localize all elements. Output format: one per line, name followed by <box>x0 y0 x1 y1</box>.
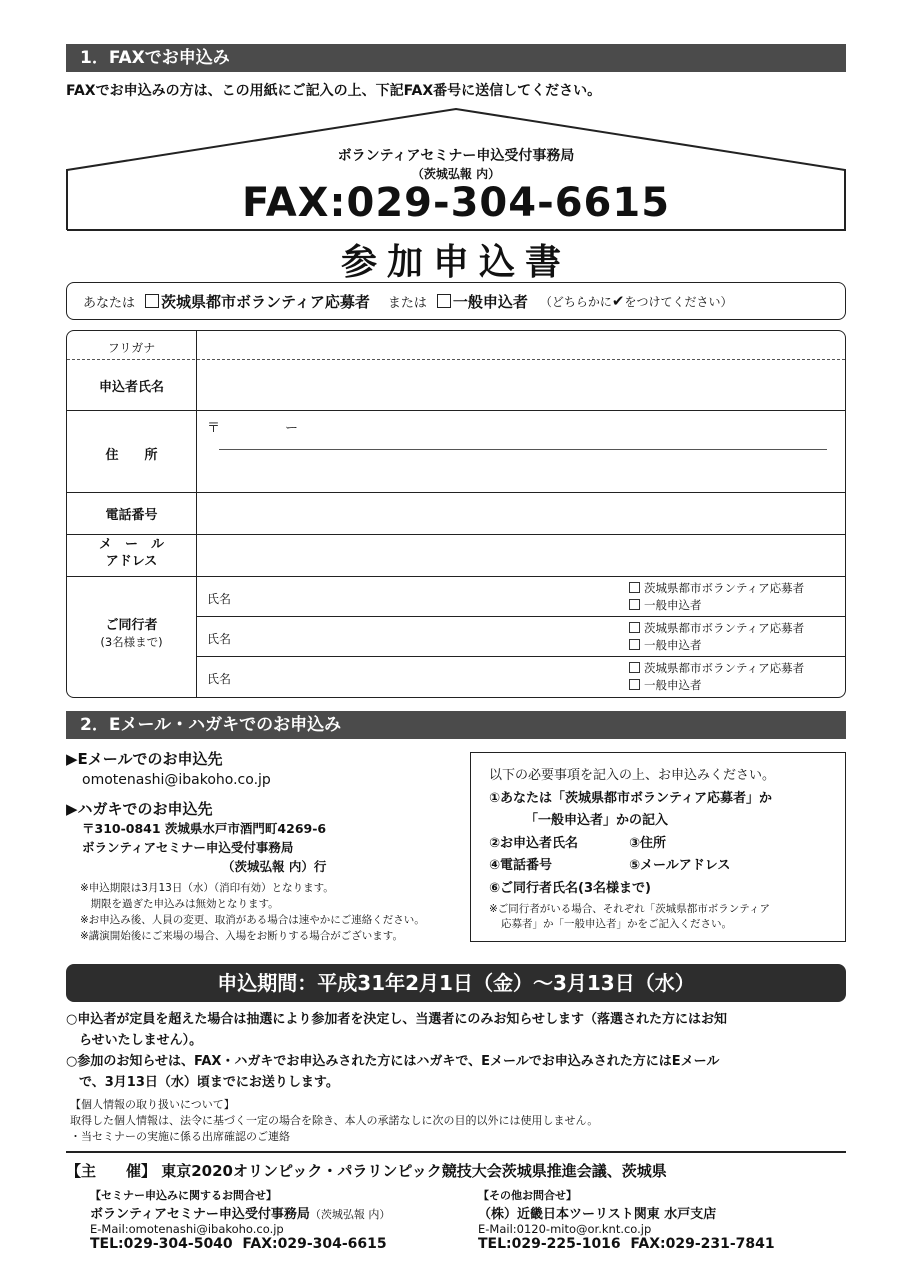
footer-divider <box>66 1151 846 1153</box>
name-field[interactable] <box>197 360 846 410</box>
address-line <box>219 449 827 450</box>
companion3-checkbox-general[interactable] <box>629 679 640 690</box>
office-sub: （茨城弘報 内） <box>411 167 501 181</box>
privacy-line1: 取得した個人情報は、法令に基づく一定の場合を除き、本人の承諾なしに次の目的以外には使用しません。 <box>70 1114 599 1127</box>
email-label <box>67 536 196 570</box>
email-head: ▶Eメールでのお申込先 <box>66 750 223 768</box>
address-label: 住 所 <box>105 448 158 463</box>
companion1-checkbox-general[interactable] <box>629 599 640 610</box>
section1-heading: 1．FAXでお申込み <box>66 44 846 72</box>
companion-opt2: 一般申込者 <box>644 598 702 612</box>
notice-line: らせいたしません）。 <box>66 1033 203 1048</box>
email-field[interactable] <box>197 535 846 576</box>
name-label: 申込者氏名 <box>98 380 164 395</box>
companion2-checkbox-general[interactable] <box>629 639 640 650</box>
note-line: 期限を過ぎた申込みは無効となります。 <box>80 898 279 910</box>
check-mark-icon: ✔ <box>611 292 625 310</box>
form-title: 参加申込書 <box>340 242 571 283</box>
choice-prefix: あなたは <box>83 295 136 311</box>
right-tel: TEL:029-225-1016 FAX:029-231-7841 <box>478 1236 775 1252</box>
post-head: ▶ハガキでのお申込先 <box>66 800 213 818</box>
box-item4: ④電話番号 <box>489 858 553 873</box>
left-head: 【セミナー申込みに関するお問合せ】 <box>90 1189 277 1202</box>
left-org-sub: （茨城弘報 内） <box>309 1208 391 1221</box>
post-office: ボランティアセミナー申込受付事務局 <box>82 840 294 855</box>
office-name: ボランティアセミナー申込受付事務局 <box>337 148 575 164</box>
footer-contact-right <box>478 1187 846 1252</box>
section2-heading: 2．Eメール・ハガキでのお申込み <box>66 711 846 739</box>
application-form <box>66 330 846 698</box>
post-office-sub: （茨城弘報 内）行 <box>222 859 327 874</box>
section2-left <box>66 748 466 944</box>
companion-name-label: 氏名 <box>207 672 232 686</box>
companion-opt1: 茨城県都市ボランティア応募者 <box>644 661 805 675</box>
left-mail[interactable]: E-Mail:omotenashi@ibakoho.co.jp <box>90 1222 284 1236</box>
companion3-checkbox-volunteer[interactable] <box>629 662 640 673</box>
phone-field[interactable] <box>197 493 846 534</box>
choice-option2: 一般申込者 <box>452 292 528 311</box>
box-item6: ⑥ご同行者氏名(3名様まで) <box>489 880 651 896</box>
email-label-line2: アドレス <box>105 554 158 569</box>
companion-name-label: 氏名 <box>207 632 232 646</box>
privacy-head: 【個人情報の取り扱いについて】 <box>70 1098 235 1111</box>
furigana-label: フリガナ <box>107 341 156 355</box>
applicant-type-choice <box>66 282 846 320</box>
application-period: 申込期間：平成31年2月1日（金）～3月13日（水） <box>66 964 846 1002</box>
companion-row[interactable] <box>197 577 846 618</box>
right-head: 【その他お問合せ】 <box>478 1189 577 1202</box>
notice-line: ○参加のお知らせは、FAX・ハガキでお申込みされた方にはハガキで、Eメールでお申込みされた方にはEメール <box>66 1054 720 1069</box>
companion-row[interactable] <box>197 617 846 658</box>
box-intro: 以下の必要事項を記入の上、お申込みください。 <box>489 768 776 783</box>
left-org: ボランティアセミナー申込受付事務局 <box>90 1207 310 1222</box>
sponsor-name: 東京2020オリンピック・パラリンピック競技大会茨城県推進会議、茨城県 <box>161 1162 667 1180</box>
note-line: ※申込期限は3月13日（水）（消印有効）となります。 <box>80 882 334 894</box>
section1-lead: FAXでお申込みの方は、この用紙にご記入の上、下記FAX番号に送信してください。 <box>66 83 602 99</box>
right-org: （株）近畿日本ツーリスト関東 水戸支店 <box>478 1207 717 1222</box>
companion-title: ご同行者 <box>105 618 158 633</box>
box-item3: ③住所 <box>629 835 667 851</box>
privacy-line2: ・当セミナーの実施に係る出席確認のご連絡 <box>70 1130 290 1143</box>
companion-opt2: 一般申込者 <box>644 678 702 692</box>
checkbox-general[interactable] <box>437 294 451 308</box>
choice-hint-post: をつけてください） <box>624 294 733 309</box>
checkbox-volunteer[interactable] <box>145 294 159 308</box>
required-info-box <box>470 752 846 942</box>
fax-number: FAX:029-304-6615 <box>241 180 671 226</box>
box-note2: 応募者」か「一般申込者」かをご記入ください。 <box>501 918 732 930</box>
sponsor-label: 【主 催】 <box>66 1162 157 1180</box>
box-item5: ⑤メールアドレス <box>629 858 731 873</box>
choice-or: または <box>387 295 427 311</box>
email-address[interactable]: omotenashi@ibakoho.co.jp <box>82 772 271 788</box>
right-mail[interactable]: E-Mail:0120-mito@or.knt.co.jp <box>478 1222 652 1236</box>
postal-mark: 〒 ー <box>207 421 299 436</box>
footer-contact-left <box>90 1187 470 1252</box>
choice-option1: 茨城県都市ボランティア応募者 <box>161 292 370 311</box>
left-tel: TEL:029-304-5040 FAX:029-304-6615 <box>90 1236 387 1252</box>
furigana-field[interactable] <box>197 331 846 359</box>
companion-opt1: 茨城県都市ボランティア応募者 <box>644 581 805 595</box>
address-field[interactable] <box>197 411 846 491</box>
choice-hint-pre: （どちらかに <box>539 294 612 309</box>
post-address: 〒310-0841 茨城県水戸市酒門町4269-6 <box>82 821 327 836</box>
companion-note: (3名様まで) <box>100 635 163 649</box>
box-note1: ※ご同行者がいる場合、それぞれ「茨城県都市ボランティア <box>489 903 770 915</box>
companion-label <box>67 617 196 651</box>
notices <box>66 1009 856 1093</box>
notice-line: で、3月13日（水）頃までにお送りします。 <box>66 1075 339 1090</box>
note-line: ※お申込み後、人員の変更、取消がある場合は速やかにご連絡ください。 <box>80 914 425 926</box>
companion2-checkbox-volunteer[interactable] <box>629 622 640 633</box>
box-item1a: ①あなたは「茨城県都市ボランティア応募者」か <box>489 790 772 806</box>
email-label-line1: メ ー ル <box>98 537 164 552</box>
notice-line: ○申込者が定員を超えた場合は抽選により参加者を決定し、当選者にのみお知らせします（落選された方にはお知 <box>66 1012 727 1027</box>
box-item2: ②お申込者氏名 <box>489 835 579 851</box>
companion1-checkbox-volunteer[interactable] <box>629 582 640 593</box>
note-line: ※講演開始後にご来場の場合、入場をお断りする場合がございます。 <box>80 930 403 942</box>
companion-opt1: 茨城県都市ボランティア応募者 <box>644 621 805 635</box>
privacy-notice <box>70 1097 598 1145</box>
companion-row[interactable] <box>197 657 846 698</box>
phone-label: 電話番号 <box>105 508 158 523</box>
companion-name-label: 氏名 <box>207 592 232 606</box>
sponsor-line <box>66 1160 846 1181</box>
box-item1b: 「一般申込者」かの記入 <box>525 813 669 828</box>
companion-opt2: 一般申込者 <box>644 638 702 652</box>
